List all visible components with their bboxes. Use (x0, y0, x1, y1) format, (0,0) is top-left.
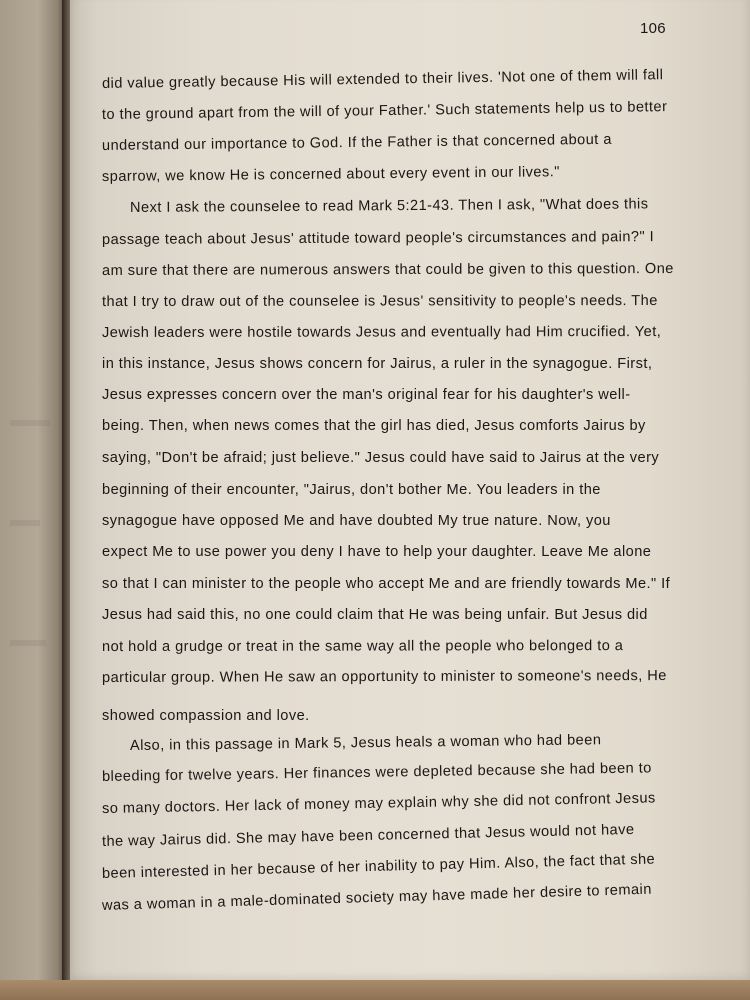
text-line: being. Then, when news comes that the girl has died, Jesus comforts Jairus by (102, 418, 646, 434)
text-line: am sure that there are numerous answers that could be given to this question. One (101, 261, 674, 279)
text-line: bleeding for twelve years. Her finances were depleted because she had been to (101, 760, 652, 785)
text-line: particular group. When He saw an opportunity to minister to someone's needs, He (101, 668, 667, 686)
text-line: so that I can minister to the people who accept Me and are friendly towards Me." If (102, 576, 671, 592)
text-line: was a woman in a male-dominated society may have made her desire to remain (101, 881, 653, 914)
text-line: did value greatly because His will extended to their lives. 'Not one of them will fall (101, 67, 664, 92)
text-line: Next I ask the counselee to read Mark 5:21-43. Then I ask, "What does this (129, 196, 649, 216)
text-line: synagogue have opposed Me and have doubted My true nature. Now, you (102, 513, 611, 529)
text-line: Jesus had said this, no one could claim that He was being unfair. But Jesus did (102, 607, 648, 623)
text-line: passage teach about Jesus' attitude toward people's circumstances and pain?" I (101, 229, 655, 248)
text-line: been interested in her because of her inability to pay Him. Also, the fact that she (101, 851, 656, 882)
text-line: not hold a grudge or treat in the same way all the people who belonged to a (101, 638, 624, 655)
text-line: in this instance, Jesus shows concern for Jairus, a ruler in the synagogue. First, (102, 356, 653, 372)
text-line: so many doctors. Her lack of money may explain why she did not confront Jesus (101, 790, 656, 817)
text-line: Jewish leaders were hostile towards Jesus and eventually had Him crucified. Yet, (101, 324, 662, 341)
text-line: the way Jairus did. She may have been concerned that Jesus would not have (101, 821, 635, 850)
text-line: understand our importance to God. If the Father is that concerned about a (101, 131, 612, 154)
text-line: saying, "Don't be afraid; just believe." Jesus could have said to Jairus at the very (102, 450, 660, 466)
text-line: beginning of their encounter, "Jairus, don't bother Me. You leaders in the (102, 482, 601, 498)
text-line: Jesus expresses concern over the man's original fear for his daughter's well- (102, 387, 631, 403)
text-line: to the ground apart from the will of your Father.' Such statements help us to better (101, 99, 668, 123)
text-line: expect Me to use power you deny I have to help your daughter. Leave Me alone (102, 544, 652, 560)
page-number: 106 (640, 20, 666, 37)
text-line: Also, in this passage in Mark 5, Jesus heals a woman who had been (129, 732, 602, 754)
text-line: that I try to draw out of the counselee is Jesus' sensitivity to people's needs. The (101, 293, 658, 310)
text-line: sparrow, we know He is concerned about every event in our lives." (101, 164, 560, 185)
text-line: showed compassion and love. (102, 708, 310, 724)
